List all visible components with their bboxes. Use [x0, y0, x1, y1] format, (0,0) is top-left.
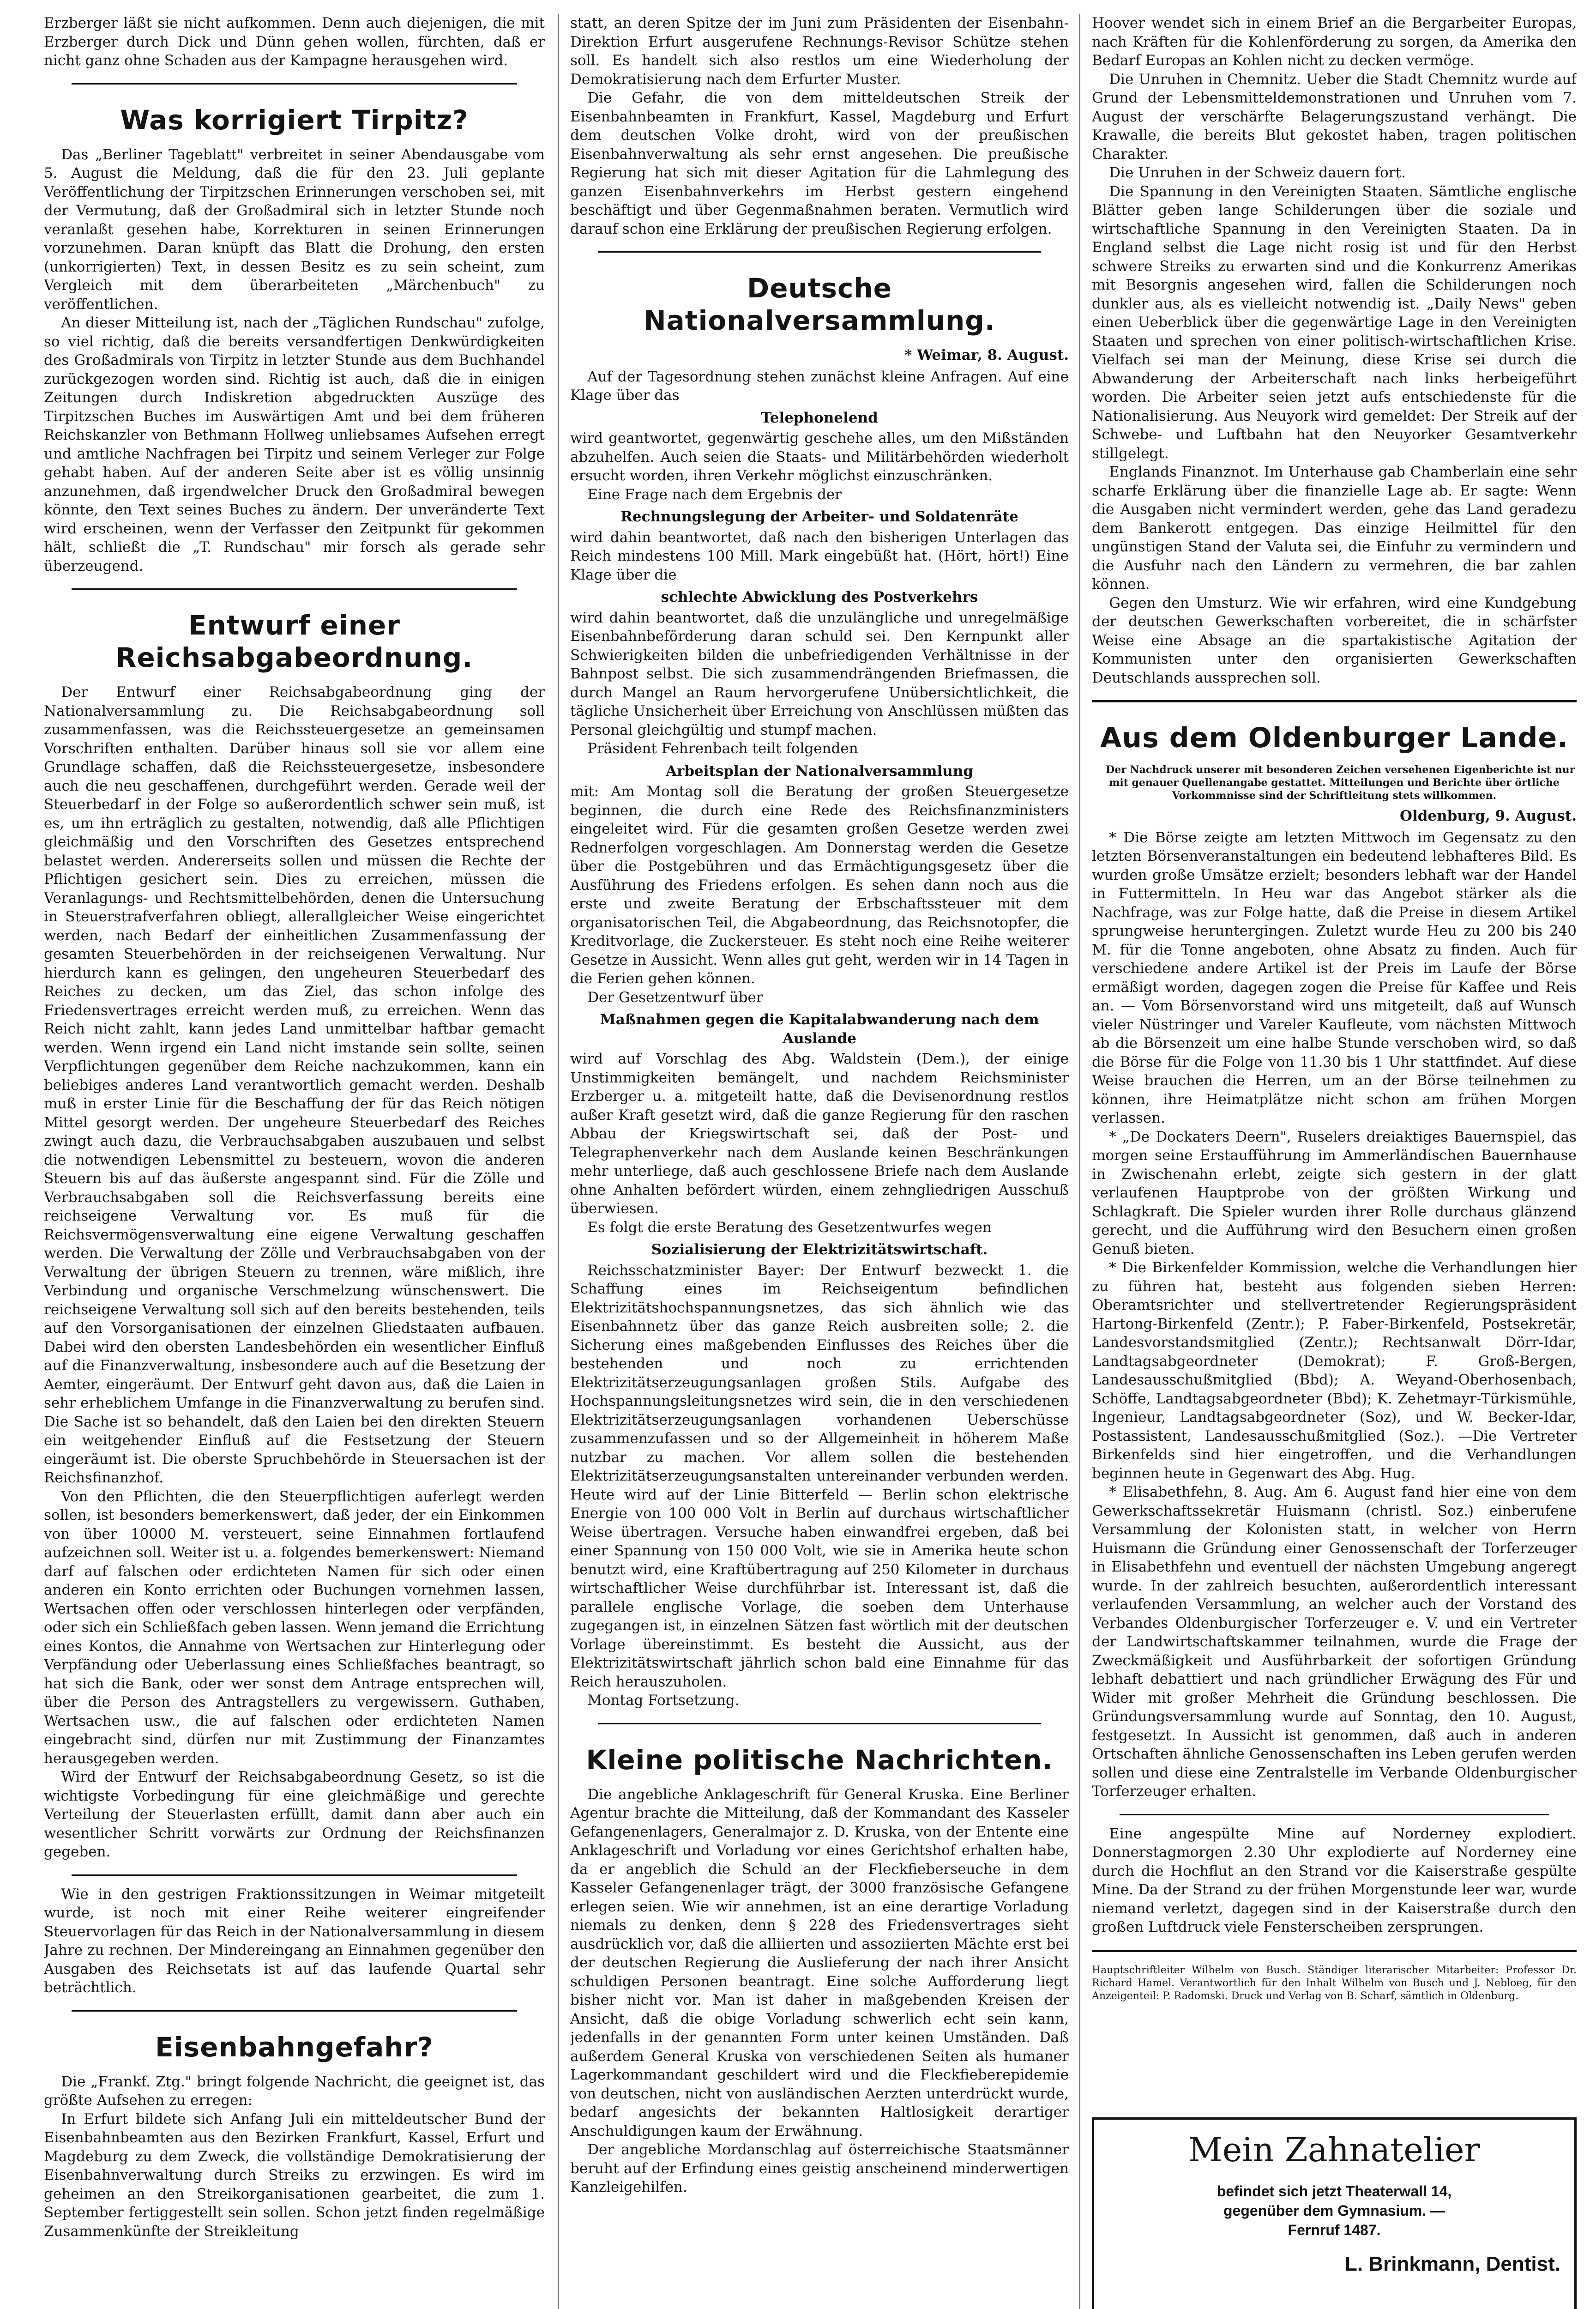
subheading: Rechnungslegung der Arbeiter- und Soldatenräte	[620, 508, 1018, 525]
paragraph: Präsident Fehrenbach teilt folgenden	[587, 740, 858, 757]
paragraph: Englands Finanznot. Im Unterhause gab Chamberlain eine sehr scharfe Erklärung über die finanzielle Lage ab. Er sagte: Wenn die Ausgaben nicht vermindert werden, gehe das Land geradezu dem Bankerott entgegen. Das einzige Heilmittel für den ungünstigen Stand der Valuta sei, die Einfuhr zu vermindern und die Ausfuhr nach den Ländern zu vermehren, die bar zahlen können.	[1092, 464, 1577, 592]
column-rule	[558, 14, 559, 2309]
column-right	[1092, 14, 1577, 2106]
paragraph: Reichsschatzminister Bayer: Der Entwurf bezweckt 1. die Schaffung eines im Reichseigentum befindlichen Elektrizitätshochspannungsnetzes, das sich ähnlich wie das Eisenbahnnetz über das ganze Reich ausbreiten solle; 2. die Sicherung eines maßgebenden Einflusses des Reiches über die bestehenden und noch zu errichtenden Elektrizitätserzeugungsanlagen großen Stils. Aufgabe des Hochspannungsleitungsnetzes wird sein, die in den verschiedenen Elektrizitätserzeugungsanlagen vorhandenen Ueberschüsse zusammenzufassen und so der Allgemeinheit in höherem Maße nutzbar zu machen. Vor allem sollen die bestehenden Elektrizitätserzeugungsanstalten untereinander verbunden werden. Heute wird auf der Linie Bitterfeld — Berlin schon elektrische Energie von 100 000 Volt in Berlin auf durchaus wirtschaftlicher Weise übertragen. Versuche haben einwandfrei ergeben, daß bei einer Spannung von 150 000 Volt, wie sie in Amerika heute schon benutzt wird, eine Kraftübertragung auf 250 Kilometer in durchaus wirtschaftlicher Weise durchführbar ist. Interessant ist, daß die parallele englische Vorlage, die soeben dem Unterhause zugegangen ist, in einzelnen Sätzen fast wörtlich mit der deutschen Vorlage übereinstimmt. Es besteht die Aussicht, aus der Elektrizitätswirtschaft jährlich schon bald eine Einnahme für das Reich herauszuholen.	[570, 1262, 1069, 1690]
paragraph: Der angebliche Mordanschlag auf österreichische Staatsmänner beruht auf der Erfindung eines geistig anscheinend minderwertigen Kanzleigehilfen.	[570, 2141, 1069, 2195]
paragraph: Die Spannung in den Vereinigten Staaten. Sämtliche englische Blätter geben lange Schilderungen über die soziale und wirtschaftliche Spannung in den Vereinigten Staaten. Da in England selbst die Lage nicht rosig ist und für den Herbst schwere Streiks zu erwarten sind und die Konkurrenz Amerikas mit Besorgnis angesehen wird, fallen die Schilderungen noch dunkler aus, als es vielleicht notwendig ist. „Daily News" geben einen Ueberblick über die gegenwärtige Lage in den Vereinigten Staaten und sprechen von einer politisch-wirtschaftlichen Krise. Vielfach sei man der Meinung, diese Krise sei durch die Abwanderung der Arbeiterschaft nach links herbeigeführt worden. Die Arbeiter seien jetzt aufs entschiedenste für die Nationalisierung. Aus Neuyork wird gemeldet: Der Streik auf der Schwebe- und Luftbahn hat den Neuyorker Gesamtverkehr stillgelegt.	[1092, 183, 1577, 462]
paragraph: wird geantwortet, gegenwärtig geschehe alles, um den Mißständen abzuhelfen. Auch seien die Staats- und Militärbehörden wiederholt ersucht worden, ihren Verkehr möglichst einzuschränken.	[570, 430, 1069, 484]
paragraph: Es folgt die erste Beratung des Gesetzentwurfes wegen	[587, 1219, 992, 1236]
paragraph: Hoover wendet sich in einem Brief an die Bergarbeiter Europas, nach Kräften für die Kohlenförderung zu sorgen, da Amerika den Bedarf Europas an Kohlen nicht zu decken vermöge.	[1092, 15, 1577, 69]
paragraph: Montag Fortsetzung.	[587, 1692, 740, 1709]
column-left	[44, 14, 545, 2309]
subheading: Maßnahmen gegen die Kapitalabwanderung nach dem Auslande	[600, 1011, 1039, 1047]
paragraph: statt, an deren Spitze der im Juni zum Präsidenten der Eisenbahn-Direktion Erfurt ausgerufene Rechnungs-Revisor Schütze stehen soll. Es handelt sich also restlos um eine Wiederholung der Demokratisierung nach dem Erfurter Muster.	[570, 15, 1069, 88]
column-rule	[1079, 14, 1080, 2309]
subheading: Arbeitsplan der Nationalversammlung	[665, 762, 974, 780]
paragraph: Erzberger läßt sie nicht aufkommen. Denn auch diejenigen, die mit Erzberger durch Dick und Dünn gehen wollen, fürchten, daß er nicht ganz ohne Schaden aus der Kampagne herausgehen wird.	[44, 15, 545, 69]
paragraph: wird dahin beantwortet, daß die unzulängliche und unregelmäßige Eisenbahnbeförderung daran schuld sei. Den Kernpunkt aller Schwierigkeiten bilden die unbefriedigenden Verhältnisse in der Bahnpost selbst. Die sich zusammendrängenden Briefmassen, die durch Mangel an Raum hervorgerufene Unübersichtlichkeit, die tägliche Unsicherheit über Erreichung von Anschlüssen müßten das Personal gleichgültig und stumpf machen.	[570, 609, 1069, 738]
paragraph: mit: Am Montag soll die Beratung der großen Steuergesetze beginnen, die durch eine Rede des Reichsfinanzministers eingeleitet wird. Für die gesamten großen Gesetze werden zwei Rednerfolgen vorgeschlagen. Am Donnerstag werden die Gesetze über die Postgebühren und das Ermächtigungsgesetz über die Ausführung des Friedens erfolgen. Es sehen dann noch aus die erste und zweite Beratung der Erbschaftssteuer mit dem organisatorischen Teil, die Abgabeordnung, das Reichsnotopfer, die Kreditvorlage, die Zuckersteuer. Es steht noch eine Reihe weiterer Gesetze in Aussicht. Wenn alles gut geht, werden wir in 14 Tagen in die Ferien gehen können.	[570, 783, 1069, 987]
ad-line: befindet sich jetzt Theaterwall 14,	[1217, 2183, 1452, 2200]
headline-reichsabgabeordnung: Entwurf einer Reichsabgabeordnung.	[115, 610, 473, 673]
subheading: Sozialisierung der Elektrizitätswirtschaft.	[651, 1241, 988, 1258]
paragraph: Eine Frage nach dem Ergebnis der	[587, 486, 842, 503]
ad-line: gegenüber dem Gymnasium. —	[1223, 2202, 1445, 2219]
dateline: * Weimar, 8. August.	[904, 347, 1069, 363]
headline-oldenburger-lande: Aus dem Oldenburger Lande.	[1100, 722, 1568, 754]
paragraph: Wird der Entwurf der Reichsabgabeordnung Gesetz, so ist die wichtigste Vorbedingung für eine gleichmäßige und gerechte Verteilung der Steuerlasten erfüllt, damit dann aber auch ein wesentlicher Schritt vorwärts zur Ordnung der Reichsfinanzen gegeben.	[44, 1769, 545, 1860]
paragraph: Die Unruhen in der Schweiz dauern fort.	[1109, 164, 1406, 181]
subheading: Telephonelend	[761, 409, 878, 426]
subheading: schlechte Abwicklung des Postverkehrs	[661, 589, 978, 605]
reprint-note: Der Nachdruck unserer mit besonderen Zeichen versehenen Eigenberichte ist nur mit genauer Quellenangabe gestattet. Mitteilungen und Berichte über örtliche Vorkommnisse sind der Schriftleitung stets willkommen.	[1106, 764, 1575, 802]
paragraph: Der Gesetzentwurf über	[587, 989, 763, 1006]
paragraph: Die „Frankf. Ztg." bringt folgende Nachricht, die geeignet ist, das größte Aufsehen zu erregen:	[44, 2073, 545, 2109]
dateline: Oldenburg, 9. August.	[1399, 808, 1577, 824]
dentist-advertisement	[1092, 2117, 1577, 2309]
headline-nationalversammlung: Deutsche Nationalversammlung.	[644, 272, 995, 336]
separator	[598, 1723, 1041, 1724]
paragraph: Die Gefahr, die von dem mitteldeutschen Streik der Eisenbahnbeamten in Frankfurt, Kassel, Magdeburg und Erfurt dem deutschen Volke droht, wird von der preußischen Eisenbahnverwaltung als sehr ernst angesehen. Die preußische Regierung hat sich mit dieser Agitation für die Lahmlegung des ganzen Eisenbahnverkehrs im Herbst gestern eingehend beschäftigt und über Gegenmaßnahmen beraten. Vermutlich wird darauf schon eine Erklärung der preußischen Regierung erfolgen.	[570, 90, 1069, 237]
separator	[598, 251, 1041, 253]
paragraph: Der Entwurf einer Reichsabgabeordnung ging der Nationalversammlung zu. Die Reichsabgabeordnung soll zusammenfassen, was die Reichssteuergesetze an gemeinsamen Vorschriften enthalten. Darüber hinaus soll sie vor allem eine Grundlage schaffen, daß die Reichssteuergesetze, insbesondere auch die neu geschaffenen, durchgeführt werden. Gerade weil der Steuerbedarf in der Folge so außerordentlich schwer sein muß, ist es, um ihn erträglich zu gestalten, notwendig, daß alle Pflichtigen gleichmäßig und den Vorschriften des Gesetzes entsprechend belastet werden. Andererseits sollen und müssen die Rechte der Pflichtigen gesichert sein. Dies zu erreichen, müssen die Veranlagungs- und Rechtsmittelbehörden, denen die Untersuchung in Steuerstrafverfahren obliegt, allerallgleicher Weise eingerichtet werden, nach Bedarf der einheitlichen Zusammenfassung der gesamten Steuerbehörden in der reichseigenen Verwaltung. Nur hierdurch kann es gelingen, den ungeheuren Steuerbedarf des Reiches zu decken, um das Ziel, das schon infolge des Friedensvertrages erreicht werden muß, zu erreichen. Wenn das Reich nicht zahlt, kann jedes Land unmittelbar haftbar gemacht werden. Wenn irgend ein Land nicht imstande sein sollte, seinen Verpflichtungen gegenüber dem Reiche nachzukommen, kann ein beliebiges anderes Land verantwortlich gemacht werden. Deshalb muß in erster Linie für die Beschaffung der für das Reich nötigen Mittel gesorgt werden. Der ungeheure Steuerbedarf des Reiches zwingt auch dazu, die Verbrauchsabgaben auszubauen und selbst die notwendigen Lebensmittel zu besteuern, wovon die anderen Steuern bis auf das äußerste angespannt sind. Für die Zölle und Verbrauchsabgaben soll die Reichsverfassung bereits eine reichseigene Verwaltung vor. Es muß für die Reichsvermögensverwaltung eine eigene Verwaltung geschaffen werden. Die Verwaltung der Zölle und Verbrauchsabgaben von der Verwaltung der übrigen Steuern zu trennen, wäre mißlich, ihre Verbindung und organische Verschmelzung wünschenswert. Die reichseigene Verwaltung soll sich auf den bereits bestehenden, teils auf den Vorsorganisationen der einzelnen Gliedstaaten aufbauen. Dabei wird den obersten Landesbehörden ein wesentlicher Einfluß auf die Finanzverwaltung, insbesondere auch auf die Besetzung der Aemter, eingeräumt. Der Entwurf geht davon aus, daß die Laien in sehr erheblichem Umfange in die Finanzverwaltung zu berufen sind. Die Sache ist so behandelt, daß den Laien bei den direkten Steuern ein weitgehender Einfluß auf die Festsetzung der Steuern eingeräumt ist. Die oberste Spruchbehörde in Steuersachen ist der Reichsfinanzhof.	[44, 684, 545, 1486]
paragraph: Von den Pflichten, die den Steuerpflichtigen auferlegt werden sollen, ist besonders bemerkenswert, daß jeder, der ein Einkommen von über 10000 M. versteuert, seine Einnahmen fortlaufend aufzeichnen soll. Weiter ist u. a. folgendes bemerkenswert: Niemand darf auf falschen oder erdichteten Namen für sich oder einen anderen ein Konto errichten oder Buchungen vornehmen lassen, Wertsachen offen oder verschlossen hinterlegen oder verpfänden, oder sich ein Schließfach geben lassen. Wenn jemand die Errichtung eines Kontos, die Annahme von Wertsachen zur Hinterlegung oder Verpfändung oder Ueberlassung eines Schließfaches beantragt, so hat sich die Bank, oder wer sonst dem Antrage entsprechen will, über die Person des Antragstellers zu vergewissern. Guthaben, Wertsachen usw., die auf falschen oder erdichteten Namen eingebracht sind, dürfen nur mit Zustimmung der Finanzamtes herausgegeben werden.	[44, 1488, 545, 1767]
paragraph: In Erfurt bildete sich Anfang Juli ein mitteldeutscher Bund der Eisenbahnbeamten aus den Bezirken Frankfurt, Kassel, Erfurt und Magdeburg zu dem Zweck, die vollständige Demokratisierung der Eisenbahnverwaltung durch Streiks zu erzwingen. Es wird im geheimen an den Streikorganisationen gearbeitet, die zum 1. September fertiggestellt sein sollen. Schon jetzt finden regelmäßige Zusammenkünfte der Streikleitung	[44, 2110, 545, 2240]
separator	[72, 1874, 517, 1876]
paragraph: Die angebliche Anklageschrift für General Kruska. Eine Berliner Agentur brachte die Mitteilung, daß der Kommandant des Kasseler Gefangenenlagers, Generalmajor z. D. Kruska, von der Entente eine Anklageschrift und Vorladung vor eines Gerichtshof erhalten habe, da er angeblich die Schuld an der Fleckfieberseuche in dem Kasseler Gefangenenlager trägt, der 3000 französische Gefangene erlegen seien. Wie wir annehmen, ist an eine derartige Vorladung niemals zu denken, denn § 228 des Friedensvertrages sieht ausdrücklich vor, daß die alliierten und assoziierten Mächte erst bei der deutschen Regierung die Auslieferung der nach ihrer Ansicht schuldigen Personen beantragt. Eine solche Aufforderung liegt bisher nicht vor. Man ist daher in maßgebenden Kreisen der Ansicht, daß die obige Vorladung schwerlich echt sein kann, jedenfalls in der genannten Form unter keinen Umständen. Daß außerdem General Kruska von verschiedenen Seiten als humaner Lagerkommandant geschildert wird und die Fleckfieberepidemie von deutschen, nicht von ausländischen Aerzten unterdrückt wurde, bedarf angesichts der bekannten Haltlosigkeit derartiger Anschuldigungen kaum der Erwähnung.	[570, 1786, 1069, 2140]
headline-eisenbahngefahr: Eisenbahngefahr?	[155, 2031, 434, 2063]
paragraph: Gegen den Umsturz. Wie wir erfahren, wird eine Kundgebung der deutschen Gewerkschaften vorbereitet, die in schärfster Weise eine Absage an die spartakistische Agitation der Kommunisten unter den organisierten Gewerkschaften Deutschlands aussprechen soll.	[1092, 594, 1577, 686]
paragraph: * Elisabethfehn, 8. Aug. Am 6. August fand hier eine von dem Gewerkschaftssekretär Huismann (christl. Soz.) einberufene Versammlung der Kolonisten statt, in welcher von Herrn Huismann die Gründung einer Genossenschaft der Torferzeuger in Elisabethfehn und eventuell der nächsten Umgebung angeregt wurde. In der zahlreich besuchten, außerordentlich interessant verlaufenden Versammlung, an welcher auch der Vorstand des Verbandes Oldenburgischer Torferzeuger e. V. und ein Vertreter der Landwirtschaftskammer teilnahmen, wurde die Frage der Zweckmäßigkeit und Ausführbarkeit der sofortigen Gründung lebhaft debattiert und nach gründlicher Erwägung des Für und Wider mit großer Mehrheit die Gründung beschlossen. Die Gründungsversammlung wurde auf Sonntag, den 10. August, festgesetzt. In Aussicht ist genommen, daß auch in anderen Ortschaften ähnliche Genossenschaften ins Leben gerufen werden sollen und diese eine Zentralstelle im Verbande Oldenburgischer Torferzeuger erhalten.	[1092, 1484, 1577, 1800]
separator	[1120, 1814, 1549, 1815]
paragraph: Auf der Tagesordnung stehen zunächst kleine Anfragen. Auf eine Klage über das	[570, 368, 1069, 404]
separator	[1092, 1950, 1577, 1952]
paragraph: wird auf Vorschlag des Abg. Waldstein (Dem.), der einige Unstimmigkeiten bemängelt, und nachdem Reichsminister Erzberger u. a. mitgeteilt hatte, daß die Devisenordnung restlos außer Kraft gesetzt wird, daß die ganze Regierung für den raschen Abbau der Kriegswirtschaft sei, daß der Post- und Telegraphenverkehr nach dem Auslande keinen Beschränkungen mehr unterliege, daß auch geschlossene Briefe nach dem Auslande ohne Anhalten befördert würden, einem zehngliedrigen Ausschuß überwiesen.	[570, 1051, 1069, 1217]
headline-kleine-nachrichten: Kleine politische Nachrichten.	[586, 1744, 1053, 1776]
ad-title: Mein Zahnatelier	[1188, 2130, 1480, 2169]
column-middle	[570, 14, 1069, 2309]
paragraph: Die Unruhen in Chemnitz. Ueber die Stadt Chemnitz wurde auf Grund der Lebensmitteldemonstrationen und Unruhen vom 7. August der verschärfte Belagerungszustand verhängt. Die Krawalle, die bereits Blut gekostet haben, tragen politischen Charakter.	[1092, 71, 1577, 163]
separator	[72, 2010, 517, 2012]
paragraph: Wie in den gestrigen Fraktionssitzungen in Weimar mitgeteilt wurde, ist noch mit einer Reihe weiterer eingreifender Steuervorlagen für das Reich in der Nationalversammlung in diesem Jahre zu rechnen. Der Mindereingang an Einnahmen gegenüber den Ausgaben des Reichsetats ist auf das laufende Quartal sehr beträchtlich.	[44, 1886, 545, 1996]
paragraph: * „De Dockaters Deern", Ruselers dreiaktiges Bauernspiel, das morgen seine Erstaufführung im Ammerländischen Bauernhause in Zwischenahn erlebt, zeigte sich gestern in der glatt verlaufenen Hauptprobe von der größten Wirkung und Schlagkraft. Die Spieler wurden ihrer Rolle durchaus glänzend gerecht, und die Aufführung wird den Besuchern einen großen Genuß bieten.	[1092, 1128, 1577, 1257]
imprint: Hauptschriftleiter Wilhelm von Busch. Ständiger literarischer Mitarbeiter: Professor Dr. Richard Hamel. Verantwortlich für den Inhalt Wilhelm von Busch und J. Nebloeg, für den Anzeigenteil: P. Radomski. Druck und Verlag von B. Scharf, sämtlich in Oldenburg.	[1092, 1964, 1577, 2002]
separator	[72, 588, 517, 590]
paragraph: Eine angespülte Mine auf Norderney explodiert. Donnerstagmorgen 2.30 Uhr explodierte auf Norderney eine durch die Hochflut an den Strand vor die Kaiserstraße gespülte Mine. Da der Strand zu der frühen Morgenstunde leer war, wurde niemand verletzt, dagegen sind in der Kaiserstraße durch den großen Luftdruck viele Fensterscheiben zersprungen.	[1092, 1825, 1577, 1935]
paragraph: * Die Birkenfelder Kommission, welche die Verhandlungen hier zu führen hat, besteht aus folgenden sieben Herren: Oberamtsrichter und stellvertretender Regierungspräsident Hartong-Birkenfeld (Zentr.); P. Faber-Birkenfeld, Postsekretär, Landesvorstandsmitglied (Zentr.); Rechtsanwalt Dörr-Idar, Landtagsabgeordneter (Demokrat); F. Groß-Bergen, Landesausschußmitglied (Bbd); A. Weyand-Oberhosenbach, Schöffe, Landtagsabgeordneter (Bbd); K. Zehetmayr-Türkismühle, Ingenieur, Landtagsabgeordneter (Soz), und W. Becker-Idar, Postassistent, Landesausschußmitglied (Soz.). —Die Vertreter Birkenfelds sind hier eingetroffen, und die Verhandlungen beginnen heute in Gegenwart des Abg. Hug.	[1092, 1259, 1577, 1482]
paragraph: An dieser Mitteilung ist, nach der „Täglichen Rundschau" zufolge, so viel richtig, daß die bereits versandfertigen Denkwürdigkeiten des Großadmirals von Tirpitz in letzter Stunde aus dem Buchhandel zurückgezogen worden sind. Richtig ist auch, daß die in einigen Zeitungen durch Indiskretion abgedruckten Auszüge des Tirpitzschen Buches im Auswärtigen Amt und bei dem früheren Reichskanzler von Bethmann Hollweg unliebsames Aufsehen erregt und amtliche Nachfragen bei Tirpitz und seinem Verleger zur Folge gehabt haben. Auf der anderen Seite aber ist es völlig unsinnig anzunehmen, daß irgendwelcher Druck den Großadmiral bewegen könnte, den Text seines Buches zu ändern. Der unveränderte Text wird erscheinen, wenn der Verfasser den Zeitpunkt für gekommen hält, schließt die „T. Rundschau" mir forsch als gerade sehr überzeugend.	[44, 314, 545, 574]
headline-tirpitz: Was korrigiert Tirpitz?	[120, 104, 469, 136]
ad-signature: L. Brinkmann, Dentist.	[1345, 2253, 1560, 2275]
paragraph: wird dahin beantwortet, daß nach den bisherigen Unterlagen das Reich mindestens 100 Mill. Mark eingebüßt hat. (Hört, hört!) Eine Klage über die	[570, 529, 1069, 583]
paragraph: Das „Berliner Tageblatt" verbreitet in seiner Abendausgabe vom 5. August die Meldung, daß die für den 23. Juli geplante Veröffentlichung der Tirpitzschen Erinnerungen verschoben sei, mit der Vermutung, daß der Großadmiral sich in letzter Stunde noch veranlaßt gesehen habe, Korrekturen in seinen Erinnerungen vorzunehmen. Daran knüpft das Blatt die Drohung, den ersten (unkorrigierten) Text, in dessen Besitz es zu sein scheint, zum Vergleich mit dem überarbeiteten „Märchenbuch" zu veröffentlichen.	[44, 146, 545, 313]
ad-line: Fernruf 1487.	[1288, 2222, 1381, 2238]
separator	[1092, 700, 1577, 702]
paragraph: * Die Börse zeigte am letzten Mittwoch im Gegensatz zu den letzten Börsenveranstaltungen ein bedeutend lebhafteres Bild. Es wurden große Umsätze erzielt; besonders lebhaft war der Handel in Futtermitteln. In Heu war das Angebot stärker als die Nachfrage, was zur Folge hatte, daß die Preise in diesem Artikel sprungweise heruntergingen. Zuletzt wurde Heu zu 200 bis 240 M. für die Tonne angeboten, ohne Absatz zu finden. Auch für verschiedene andere Artikel ist der Preis im Laufe der Börse ermäßigt worden, dagegen zogen die Preise für Kaffee und Reis an. — Vom Börsenvorstand wird uns mitgeteilt, daß auf Wunsch vieler Nüstringer und Vareler Kaufleute, vom nächsten Mittwoch ab die Börsenzeit um eine halbe Stunde verschoben wird, so daß die Börse für die Folge von 11.30 bis 1 Uhr stattfindet. Auf diese Weise brauchen die Herren, um an der Börse teilnehmen zu können, ihre Heimatplätze nicht schon am frühen Morgen verlassen.	[1092, 829, 1577, 1126]
separator	[72, 83, 517, 85]
